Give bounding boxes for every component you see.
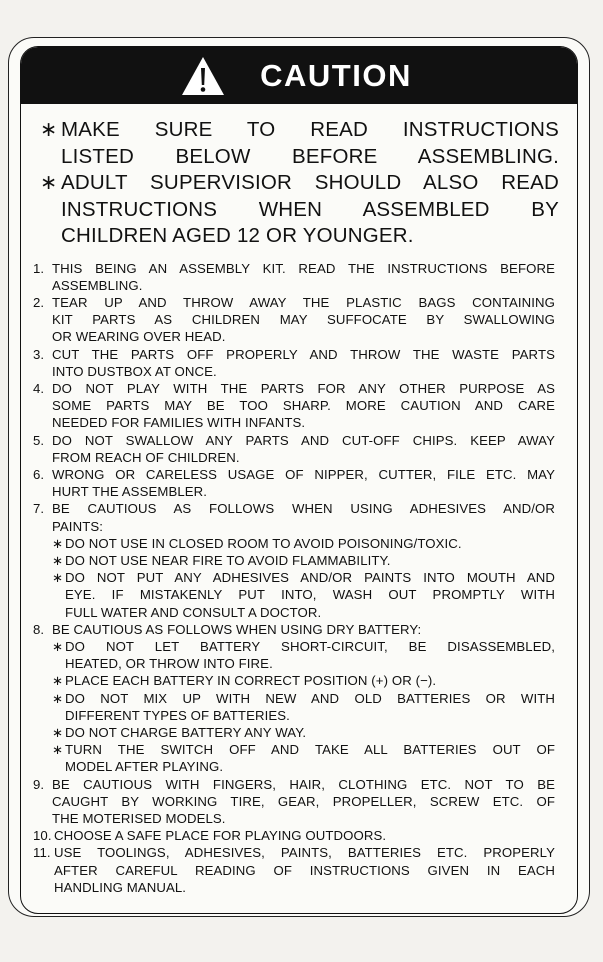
list-item [33,827,555,844]
sub-item-line: MODEL AFTER PLAYING. [65,759,224,775]
item-line: CHOOSE A SAFE PLACE FOR PLAYING OUTDOORS. [54,828,387,844]
sub-item [52,690,555,724]
caution-panel [20,46,578,914]
sub-item-body [65,535,555,552]
sub-item-body [65,552,555,569]
sub-item-body [65,690,555,724]
item-line: NEEDED FOR FAMILIES WITH INFANTS. [52,415,306,431]
sub-item-line: FULL WATER AND CONSULT A DOCTOR. [65,604,322,620]
item-number: 9. [33,776,45,792]
headline-line [40,197,559,224]
asterisk-bullet: ∗ [52,570,64,586]
list-item [33,346,555,380]
list-item [33,466,555,500]
sub-item-line: HEATED, OR THROW INTO FIRE. [65,656,273,672]
headline-text: CHILDREN AGED 12 OR YOUNGER. [61,224,414,247]
item-line: THIS BEING AN ASSEMBLY KIT. READ THE INSTRUCTIONS BEFORE [52,260,555,276]
asterisk-bullet: ∗ [52,742,64,758]
sub-item [52,552,555,569]
item-line: AFTER CAREFUL READING OF INSTRUCTIONS GIVEN IN EACH [54,862,555,878]
list-item [33,432,555,466]
item-body [52,294,555,346]
item-body [54,844,555,896]
headline-line [40,223,559,250]
headline-text: ADULT SUPERVISIOR SHOULD ALSO READ [61,171,559,194]
headline-text: LISTED BELOW BEFORE ASSEMBLING. [61,144,559,168]
sub-item [52,535,555,552]
sub-item [52,638,555,672]
sub-item-line: DO NOT USE NEAR FIRE TO AVOID FLAMMABILITY. [65,552,391,568]
item-number: 2. [33,294,45,310]
item-line: BE CAUTIOUS AS FOLLOWS WHEN USING ADHESIVES AND/OR [52,501,555,517]
item-line: CUT THE PARTS OFF PROPERLY AND THROW THE WASTE PARTS [52,346,555,362]
caution-banner [21,47,577,104]
sub-item-line: DO NOT CHARGE BATTERY ANY WAY. [65,724,307,740]
asterisk-bullet: ∗ [52,673,64,689]
item-body [52,500,555,620]
sub-item-body [65,672,555,689]
sub-item [52,569,555,621]
sub-item-body [65,741,555,775]
item-line: WRONG OR CARELESS USAGE OF NIPPER, CUTTER, FILE ETC. MAY [52,466,555,482]
item-body [52,380,555,432]
item-line: BE CAUTIOUS AS FOLLOWS WHEN USING DRY BATTERY: [52,621,422,637]
item-line: SOME PARTS MAY BE TOO SHARP. MORE CAUTION AND CARE [52,398,555,414]
asterisk-bullet: ∗ [52,690,64,706]
sub-item-body [65,569,555,621]
sub-item [52,741,555,775]
sub-item-line: DIFFERENT TYPES OF BATTERIES. [65,707,290,723]
item-line: HANDLING MANUAL. [54,879,187,895]
item-body [52,621,555,776]
item-line: CAUGHT BY WORKING TIRE, GEAR, PROPELLER, SCREW ETC. OF [52,793,555,809]
headline-line [40,117,559,144]
item-line: INTO DUSTBOX AT ONCE. [52,363,217,379]
item-body [52,776,555,828]
item-number: 4. [33,380,45,396]
list-item [33,776,555,828]
sub-item [52,672,555,689]
list-item [33,260,555,294]
sub-item-body [65,724,555,741]
item-line: USE TOOLINGS, ADHESIVES, PAINTS, BATTERIES ETC. PROPERLY [54,845,555,861]
sub-item-line: DO NOT PUT ANY ADHESIVES AND/OR PAINTS INTO MOUTH AND [65,570,555,586]
item-line: KIT PARTS AS CHILDREN MAY SUFFOCATE BY SWALLOWING [52,312,555,328]
asterisk-bullet: ∗ [40,118,58,141]
list-item [33,294,555,346]
instructions-list [33,260,555,897]
item-line: OR WEARING OVER HEAD. [52,329,226,345]
sub-item-line: DO NOT USE IN CLOSED ROOM TO AVOID POISONING/TOXIC. [65,535,462,551]
item-number: 10. [33,828,52,844]
sub-item-line: DO NOT MIX UP WITH NEW AND OLD BATTERIES OR WITH [65,690,555,706]
sub-item-line: PLACE EACH BATTERY IN CORRECT POSITION (+) OR (−). [65,673,437,689]
sub-item-line: TURN THE SWITCH OFF AND TAKE ALL BATTERIES OUT OF [65,742,555,758]
item-number: 6. [33,466,45,482]
item-line: PAINTS: [52,518,104,534]
sub-item [52,724,555,741]
sub-item-line: DO NOT LET BATTERY SHORT-CIRCUIT, BE DISASSEMBLED, [65,638,555,654]
item-body [52,432,555,466]
item-line: FROM REACH OF CHILDREN. [52,449,240,465]
item-line: THE MOTERISED MODELS. [52,811,226,826]
asterisk-bullet: ∗ [52,535,64,551]
item-line: BE CAUTIOUS WITH FINGERS, HAIR, CLOTHING ETC. NOT TO BE [52,776,555,792]
list-item [33,380,555,432]
headline-text: INSTRUCTIONS WHEN ASSEMBLED BY [61,197,559,221]
banner-title: CAUTION [260,57,412,93]
item-line: TEAR UP AND THROW AWAY THE PLASTIC BAGS CONTAINING [52,294,555,310]
item-line: DO NOT PLAY WITH THE PARTS FOR ANY OTHER PURPOSE AS [52,380,555,396]
item-line: DO NOT SWALLOW ANY PARTS AND CUT-OFF CHIPS. KEEP AWAY [52,432,555,448]
asterisk-bullet: ∗ [52,724,64,740]
list-item [33,621,555,776]
item-body [52,346,555,380]
item-body [54,827,555,844]
item-number: 11. [33,845,51,861]
sub-item-line: EYE. IF MISTAKENLY PUT INTO, WASH OUT PROMPTLY WITH [65,587,555,603]
headline-line [40,144,559,171]
sub-item-body [65,638,555,672]
item-number: 7. [33,501,45,517]
item-body [52,466,555,500]
item-line: ASSEMBLING. [52,277,143,293]
asterisk-bullet: ∗ [52,638,64,654]
asterisk-bullet: ∗ [52,552,64,568]
item-number: 1. [33,260,45,276]
warning-triangle-icon [180,55,226,97]
headline-line [40,170,559,197]
headline-block [40,117,559,250]
item-line: HURT THE ASSEMBLER. [52,484,208,500]
list-item [33,500,555,620]
headline-text: MAKE SURE TO READ INSTRUCTIONS [61,118,559,141]
item-number: 5. [33,432,45,448]
item-number: 3. [33,346,45,362]
item-body [52,260,555,294]
list-item [33,844,555,896]
asterisk-bullet: ∗ [40,171,58,194]
item-number: 8. [33,621,45,637]
